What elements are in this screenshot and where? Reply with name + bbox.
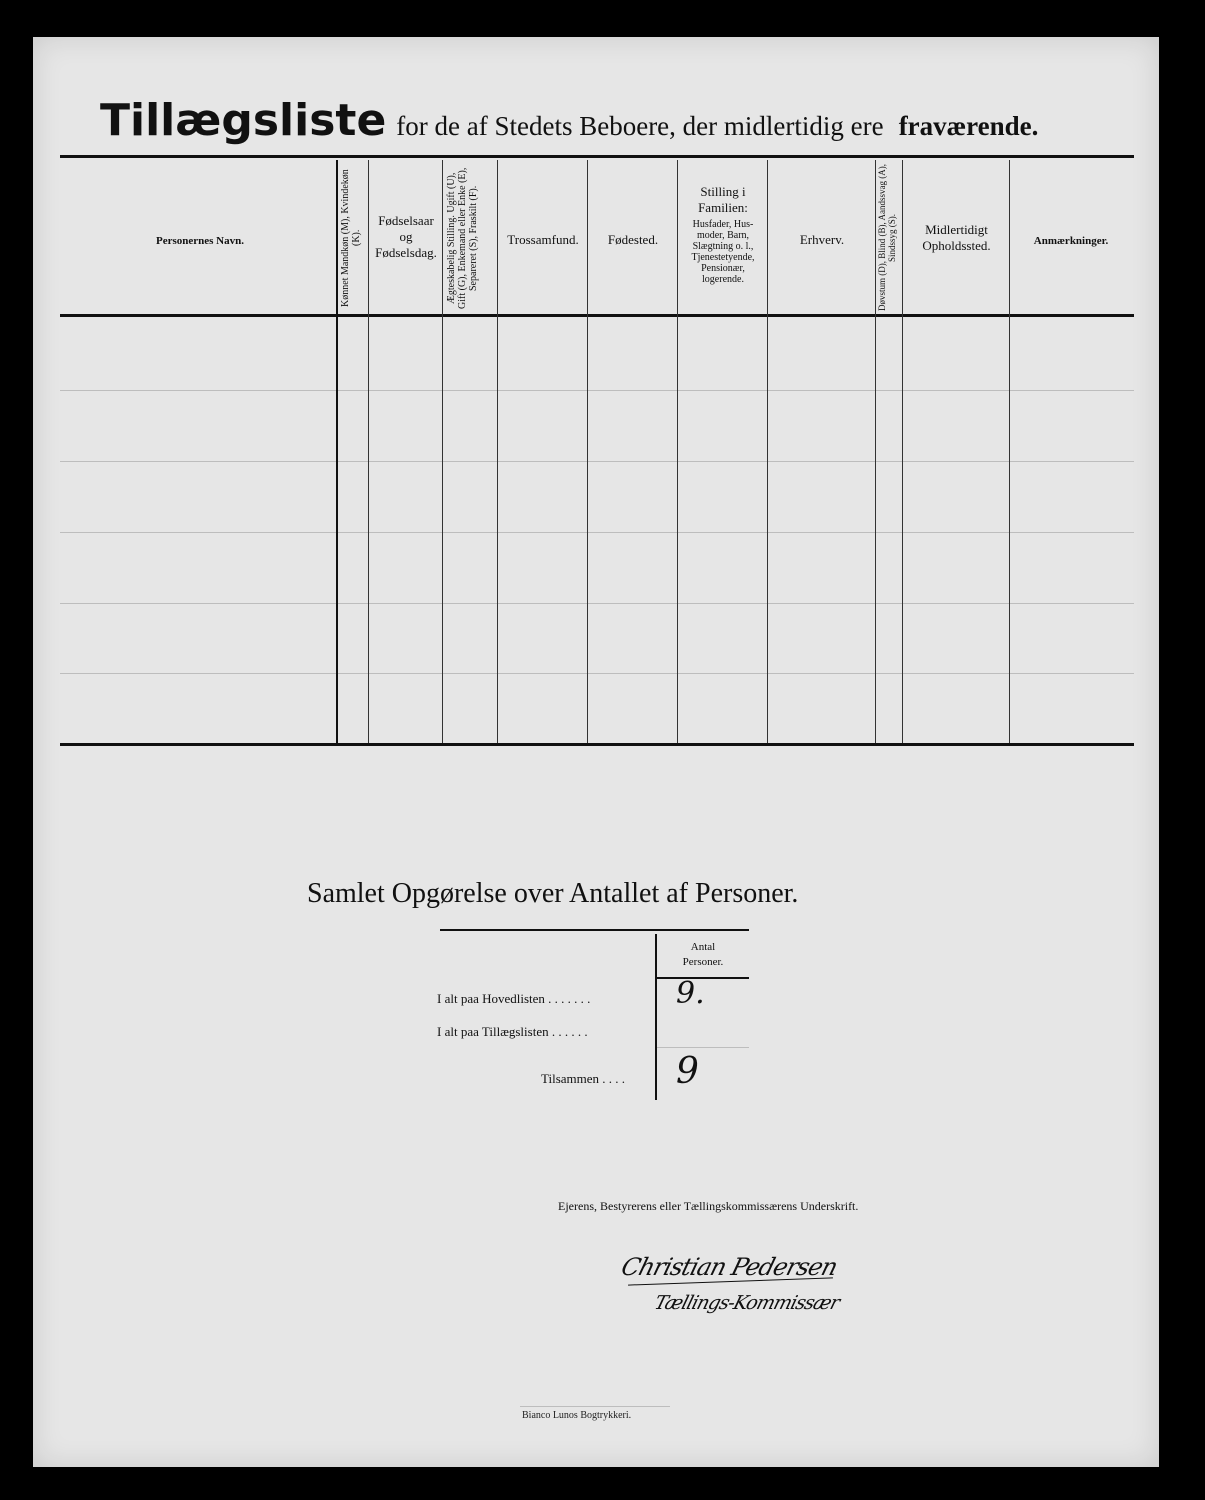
column-divider (875, 160, 876, 743)
column-divider (767, 160, 768, 743)
column-divider (902, 160, 903, 743)
summary-col-header-line2: Personer. (682, 956, 724, 968)
header-residence-line1: Midlertidigt (925, 222, 988, 237)
header-residence (904, 222, 1009, 254)
summary-col-header (658, 940, 748, 970)
row-divider (60, 532, 1134, 533)
header-residence-line2: Opholdssted. (922, 238, 991, 253)
summary-row-label: I alt paa Tillægslisten . . . . . . (437, 1024, 588, 1039)
summary-row-rule (657, 1047, 749, 1048)
header-family-line: Stilling i (700, 184, 746, 199)
header-family-line: Pensionær, (701, 263, 745, 274)
column-divider (497, 160, 498, 743)
header-remarks: Anmærkninger. (1033, 235, 1109, 247)
header-family-line: Slægtning o. l., (692, 241, 754, 252)
header-birth (370, 213, 442, 261)
row-divider (60, 390, 1134, 391)
summary-title: Samlet Opgørelse over Antallet af Personer. (307, 878, 799, 909)
header-marital: Ægteskabelig Stilling. Ugift (U), Gift (G), Enkemand eller Enke (E), Separeret (S), Fraskilt (F). (446, 167, 479, 309)
table-top-rule (60, 155, 1134, 158)
summary-value-handwritten: 9. (676, 976, 705, 1011)
column-divider (1009, 160, 1010, 743)
column-divider (677, 160, 678, 743)
signature-role-handwritten: Tællings-Kommissær (652, 1292, 842, 1314)
header-family-line: Husfader, Hus- (692, 219, 754, 230)
signature-name-handwritten: Christian Pedersen (618, 1253, 841, 1281)
header-family-line: Familien: (698, 200, 748, 215)
column-divider (368, 160, 369, 743)
row-divider (60, 603, 1134, 604)
table-bottom-rule (60, 743, 1134, 746)
header-family-line: logerende. (702, 274, 744, 285)
header-birth-line3: Fødselsdag. (375, 245, 437, 260)
column-divider (336, 160, 338, 743)
header-name: Personernes Navn. (156, 235, 244, 247)
summary-col-header-line1: Antal (690, 941, 716, 953)
header-family-line: Tjenestetyende, (691, 252, 755, 263)
header-family-line: moder, Barn, (696, 230, 750, 241)
summary-row-label: I alt paa Hovedlisten . . . . . . . (437, 991, 591, 1006)
printer-rule (520, 1406, 670, 1407)
header-disability: Døvstum (D), Blind (B), Aandssvag (A), Sindssyg (S). (877, 164, 897, 312)
header-gender: Kønnet Mandkøn (M), Kvindekøn (K). (340, 169, 362, 307)
header-family (679, 184, 767, 285)
column-divider (587, 160, 588, 743)
header-birth-line1: Fødselsaar (378, 213, 434, 228)
summary-top-rule (440, 929, 749, 931)
summary-row-label: Tilsammen . . . . (541, 1071, 626, 1086)
row-divider (60, 673, 1134, 674)
header-birth-line2: og (399, 229, 413, 244)
header-religion: Trossamfund. (507, 232, 579, 247)
printer-imprint: Bianco Lunos Bogtrykkeri. (522, 1410, 632, 1421)
title-emphasis: fraværende. (898, 111, 1039, 141)
header-occupation: Erhverv. (799, 232, 845, 247)
title-subtitle: for de af Stedets Beboere, der midlertidig ere (396, 111, 884, 141)
row-divider (60, 461, 1134, 462)
summary-column-divider (655, 934, 657, 1100)
title-main: Tillægsliste (100, 95, 387, 146)
signature-caption: Ejerens, Bestyrerens eller Tællingskommissærens Underskrift. (558, 1199, 859, 1213)
column-divider (442, 160, 443, 743)
header-birthplace: Fødested. (607, 232, 659, 247)
summary-value-handwritten: 9 (676, 1051, 699, 1092)
form-title (100, 95, 1038, 146)
table-header-rule (60, 314, 1134, 317)
